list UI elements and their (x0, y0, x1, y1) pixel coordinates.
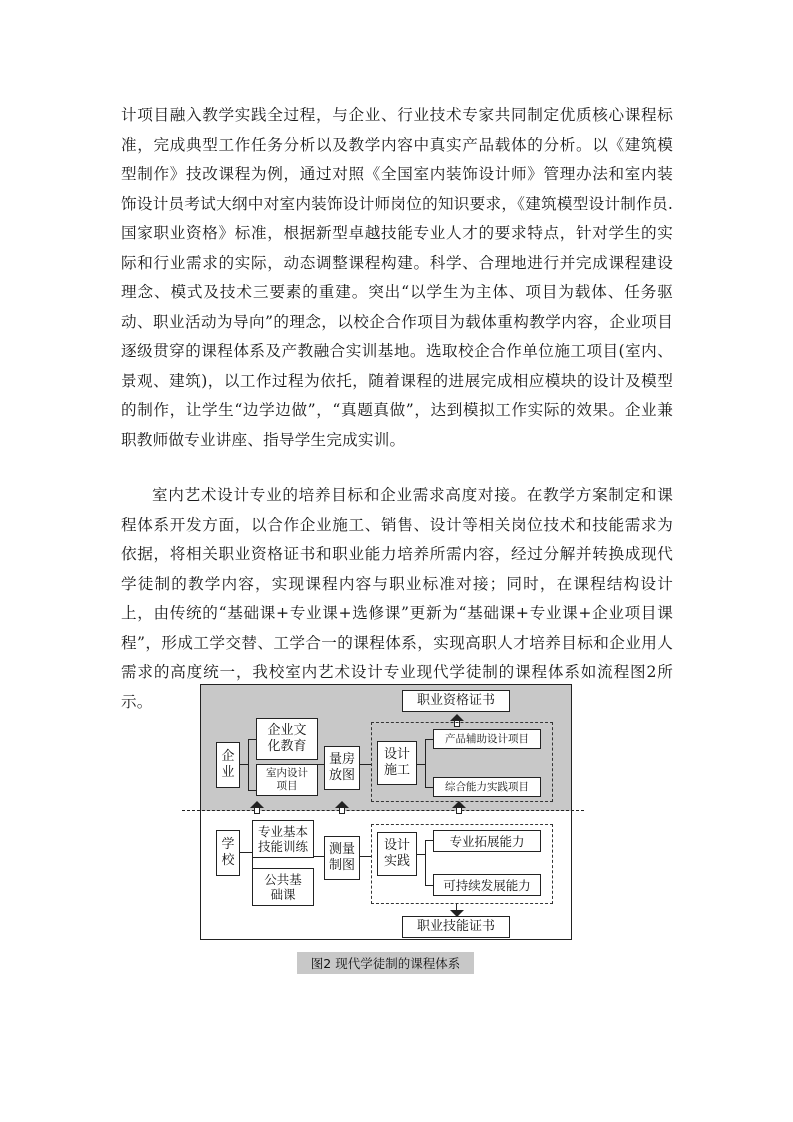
basic-skill-training-label: 专业基本技能训练 (257, 824, 308, 854)
product-aux-design-box (433, 729, 541, 749)
sustainable-development-box (433, 874, 541, 896)
figure-caption-text: 图2 现代学徒制的课程体系 (310, 956, 461, 971)
professional-expansion-label: 专业拓展能力 (449, 833, 525, 849)
figure-caption (297, 952, 474, 974)
basic-skill-training-box (252, 820, 314, 858)
comprehensive-practice-box (433, 777, 541, 797)
enterprise-label: 企业 (221, 749, 235, 780)
design-practice-label: 设计实践 (384, 838, 411, 869)
design-construction-box (377, 741, 417, 785)
public-basic-course-box (252, 868, 314, 906)
sustainable-development-label: 可持续发展能力 (443, 877, 531, 893)
design-construction-label: 设计施工 (384, 747, 411, 778)
course-system-diagram (200, 684, 572, 940)
school-enterprise-divider (182, 810, 584, 811)
vocational-skill-cert-box (402, 916, 510, 938)
body-paragraph-2: 室内艺术设计专业的培养目标和企业需求高度对接。在教学方案制定和课程体系开发方面，以合作企业施工、销售、设计等相关岗位技术和技能需求为依据，将相关职业资格证书和职业能力培养所需内容，经过分解并转换成现代学徒制的教学内容，实现课程内容与职业标准对接；同时，在课程结构设计上，由传统的“基础课+专业课+选修课”更新为“基础课+专业课+企业项目课程”，形成工学交替、工学合一的课程体系，实现高职人才培养目标和企业用人需求的高度统一，我校室内艺术设计专业现代学徒制的课程体系如流程图2所示。 (121, 486, 673, 711)
survey-drawing-label: 测量制图 (329, 842, 356, 873)
measure-room-label: 量房放图 (329, 752, 356, 783)
body-paragraph-1: 计项目融入教学实践全过程，与企业、行业技术专家共同制定优质核心课程标准，完成典型工作任务分析以及教学内容中真实产品载体的分析。以《建筑模型制作》技改课程为例，通过对照《全国室内装饰设计师》管理办法和室内装饰设计员考试大纲中对室内装饰设计师岗位的知识要求，《建筑模型设计制作员.国家职业资格》标准，根据新型卓越技能专业人才的要求特点，针对学生的实际和行业需求的实际，动态调整课程构建。科学、合理地进行并完成课程建设理念、模式及技术三要素的重建。突出“以学生为主体、项目为载体、任务驱动、职业活动为导向”的理念，以校企合作项目为载体重构教学内容，企业项目逐级贯穿的课程体系及产教融合实训基地。选取校企合作单位施工项目(室内、景观、建筑)，以工作过程为依托，随着课程的进展完成相应模块的设计及模型的制作，让学生“边学边做”，“真题真做”，达到模拟工作实际的效果。企业兼职教师做专业讲座、指导学生完成实训。 (121, 106, 673, 449)
professional-qualification-cert-box (402, 690, 510, 712)
public-basic-course-label: 公共基础课 (264, 872, 302, 902)
product-aux-design-label: 产品辅助设计项目 (445, 732, 529, 745)
arrow-up-3 (452, 801, 466, 808)
arrow-up-to-cert (450, 714, 464, 721)
enterprise-box (216, 742, 240, 788)
design-practice-box (377, 832, 417, 876)
interior-design-project-box (256, 764, 318, 796)
vocational-skill-cert-label: 职业技能证书 (416, 919, 495, 935)
school-box (216, 830, 240, 876)
survey-drawing-box (324, 836, 360, 880)
school-label: 学校 (221, 837, 235, 868)
interior-design-project-label: 室内设计项目 (266, 767, 308, 792)
measure-room-box (324, 746, 360, 790)
enterprise-culture-education-label: 企业文化教育 (267, 723, 307, 754)
professional-qualification-cert-label: 职业资格证书 (416, 693, 495, 709)
arrow-up-1 (250, 801, 264, 808)
comprehensive-practice-label: 综合能力实践项目 (445, 780, 529, 793)
professional-expansion-box (433, 830, 541, 852)
arrow-up-2 (335, 801, 349, 808)
enterprise-culture-education-box (256, 718, 318, 760)
